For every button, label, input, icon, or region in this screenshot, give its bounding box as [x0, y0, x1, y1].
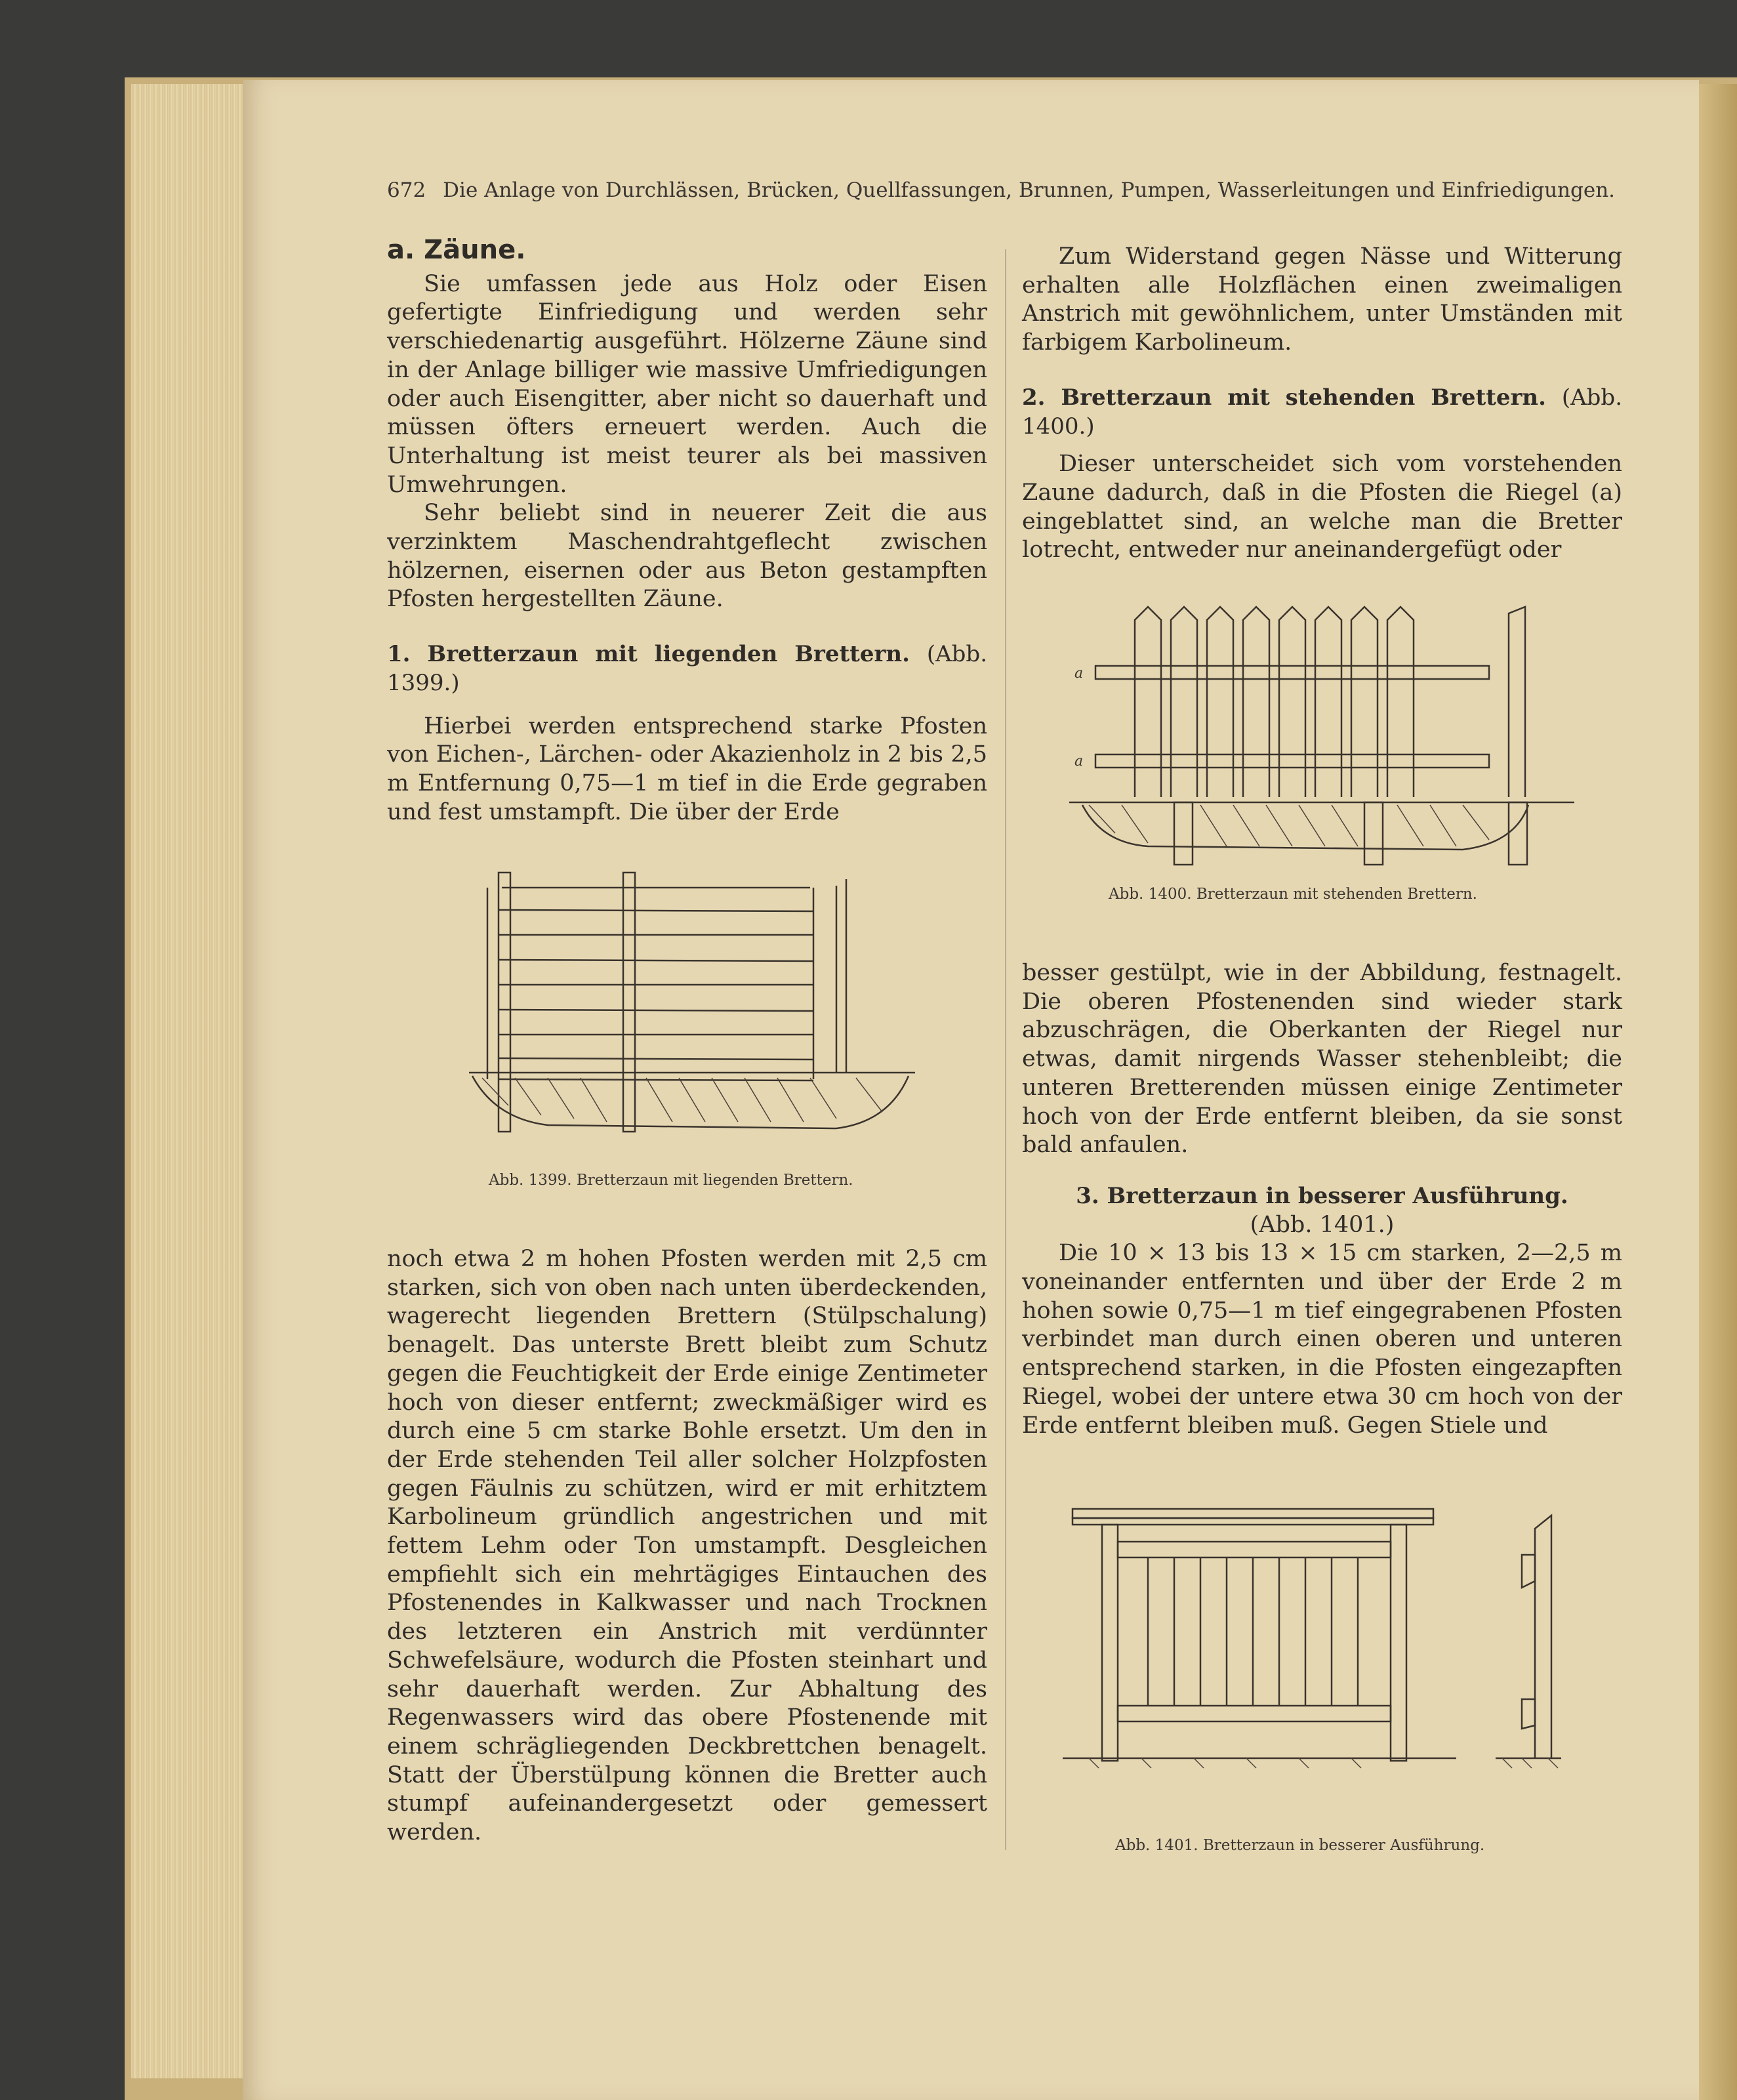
running-header	[387, 178, 1620, 202]
figure-caption: Abb. 1399. Bretterzaun mit liegenden Brettern.	[489, 1172, 853, 1189]
figure-1401-improved-board-fence	[1063, 1502, 1581, 1791]
subsection-heading: 3. Bretterzaun in besserer Ausführung.	[1076, 1182, 1568, 1209]
figure-1400-vertical-board-fence	[1069, 594, 1574, 882]
figure-caption: Abb. 1401. Bretterzaun in besserer Ausführung.	[1115, 1837, 1485, 1854]
page-number: 672	[387, 178, 426, 202]
rail-label: a	[1074, 665, 1084, 682]
figure-caption: Abb. 1400. Bretterzaun mit stehenden Brettern.	[1109, 886, 1477, 903]
figure-reference: (Abb. 1400.)	[1022, 384, 1622, 440]
left-column-bottom	[387, 1245, 987, 1847]
paragraph: noch etwa 2 m hohen Pfosten werden mit 2,5 cm starken, sich von oben nach unten überdeckenden, wagerecht liegenden Brettern (Stülpschalung) benagelt. Das unterste Brett bleibt zum Schutz gegen die Feuchtigkeit der Erde einige Zentimeter hoch von dieser entfernt; zweckmäßiger wird es durch eine 5 cm starke Bohle ersetzt. Um den in der Erde stehenden Teil aller solcher Holzpfosten gegen Fäulnis zu schützen, wird er mit erhitztem Karbolineum gründlich angestrichen und mit fettem Lehm oder Ton umstampft. Desgleichen empfiehlt sich ein mehrtägiges Eintauchen des Pfostenendes in Kalkwasser und nach Trocknen des letzteren ein Anstrich mit verdünnter Schwefelsäure, wodurch die Pfosten steinhart und sehr dauerhaft werden. Zur Abhaltung des Regenwassers wird das obere Pfostenende mit einem schrägliegenden Deckbrettchen benagelt. Statt der Überstülpung können die Bretter auch stumpf aufeinandergesetzt oder gemessert werden.	[387, 1246, 987, 1846]
figure-reference: (Abb. 1401.)	[1250, 1211, 1395, 1238]
paragraph: Sehr beliebt sind in neuerer Zeit die aus verzinktem Maschendrahtgeflecht zwischen hölzernen, eisernen oder aus Beton gestampften Pfosten hergestellten Zäune.	[387, 500, 987, 613]
figure-reference: (Abb. 1399.)	[387, 641, 987, 696]
rail-label: a	[1074, 753, 1084, 770]
section-title: a. Zäune.	[387, 235, 526, 265]
paragraph: besser gestülpt, wie in der Abbildung, festnagelt. Die oberen Pfostenenden sind wieder stark abzuschrägen, die Oberkanten der Riegel nur etwas, damit nirgends Wasser stehenbleibt; die unteren Bretterenden müssen einige Zentimeter hoch von der Erde entfernt bleiben, da sie sonst bald anfaulen.	[1022, 960, 1622, 1159]
paragraph: Die 10 × 13 bis 13 × 15 cm starken, 2—2,5 m voneinander entfernten und über der Erde 2 m hohen sowie 0,75—1 m tief eingegrabenen Pfosten verbindet man durch einen oberen und unteren entsprechend starken, in die Pfosten eingezapften Riegel, wobei der untere etwa 30 cm hoch von der Erde entfernt bleiben muß. Gegen Stiele und	[1022, 1240, 1622, 1439]
column-divider	[1005, 249, 1006, 1850]
right-page-edge	[1699, 84, 1737, 2100]
subsection-heading	[387, 640, 987, 697]
left-column-top	[387, 236, 987, 827]
heading-text: 2. Bretterzaun mit stehenden Brettern.	[1022, 384, 1546, 411]
right-column-middle	[1022, 959, 1622, 1440]
paragraph: Sie umfassen jede aus Holz oder Eisen gefertigte Einfriedigung und werden sehr verschiedenartig ausgeführt. Hölzerne Zäune sind in der Anlage billiger wie massive Umfriedigungen oder auch Eisengitter, aber nicht so dauerhaft und müssen öfters erneuert werden. Auch die Unterhaltung ist meist teurer als bei massiven Umwehrungen.	[387, 270, 987, 498]
paragraph: Hierbei werden entsprechend starke Pfosten von Eichen-, Lärchen- oder Akazienholz in 2 bis 2,5 m Entfernung 0,75—1 m tief in die Erde gegraben und fest umstampft. Die über der Erde	[387, 712, 987, 825]
heading-text: 1. Bretterzaun mit liegenden Brettern.	[387, 641, 910, 668]
running-title: Die Anlage von Durchlässen, Brücken, Quellfassungen, Brunnen, Pumpen, Wasserleitungen und Einfriedigungen.	[443, 178, 1616, 202]
paragraph: Dieser unterscheidet sich vom vorstehenden Zaune dadurch, daß in die Pfosten die Riegel (a) eingeblattet sind, an welche man die Bretter lotrecht, entweder nur aneinandergefügt oder	[1022, 451, 1622, 564]
paragraph: Zum Widerstand gegen Nässe und Witterung erhalten alle Holzflächen einen zweimaligen Anstrich mit gewöhnlichem, unter Umständen mit farbigem Karbolineum.	[1022, 243, 1622, 356]
page-stack-edge	[131, 84, 243, 2078]
figure-1399-horizontal-board-fence	[469, 869, 922, 1158]
subsection-heading	[1022, 384, 1622, 441]
right-column-top	[1022, 243, 1622, 565]
